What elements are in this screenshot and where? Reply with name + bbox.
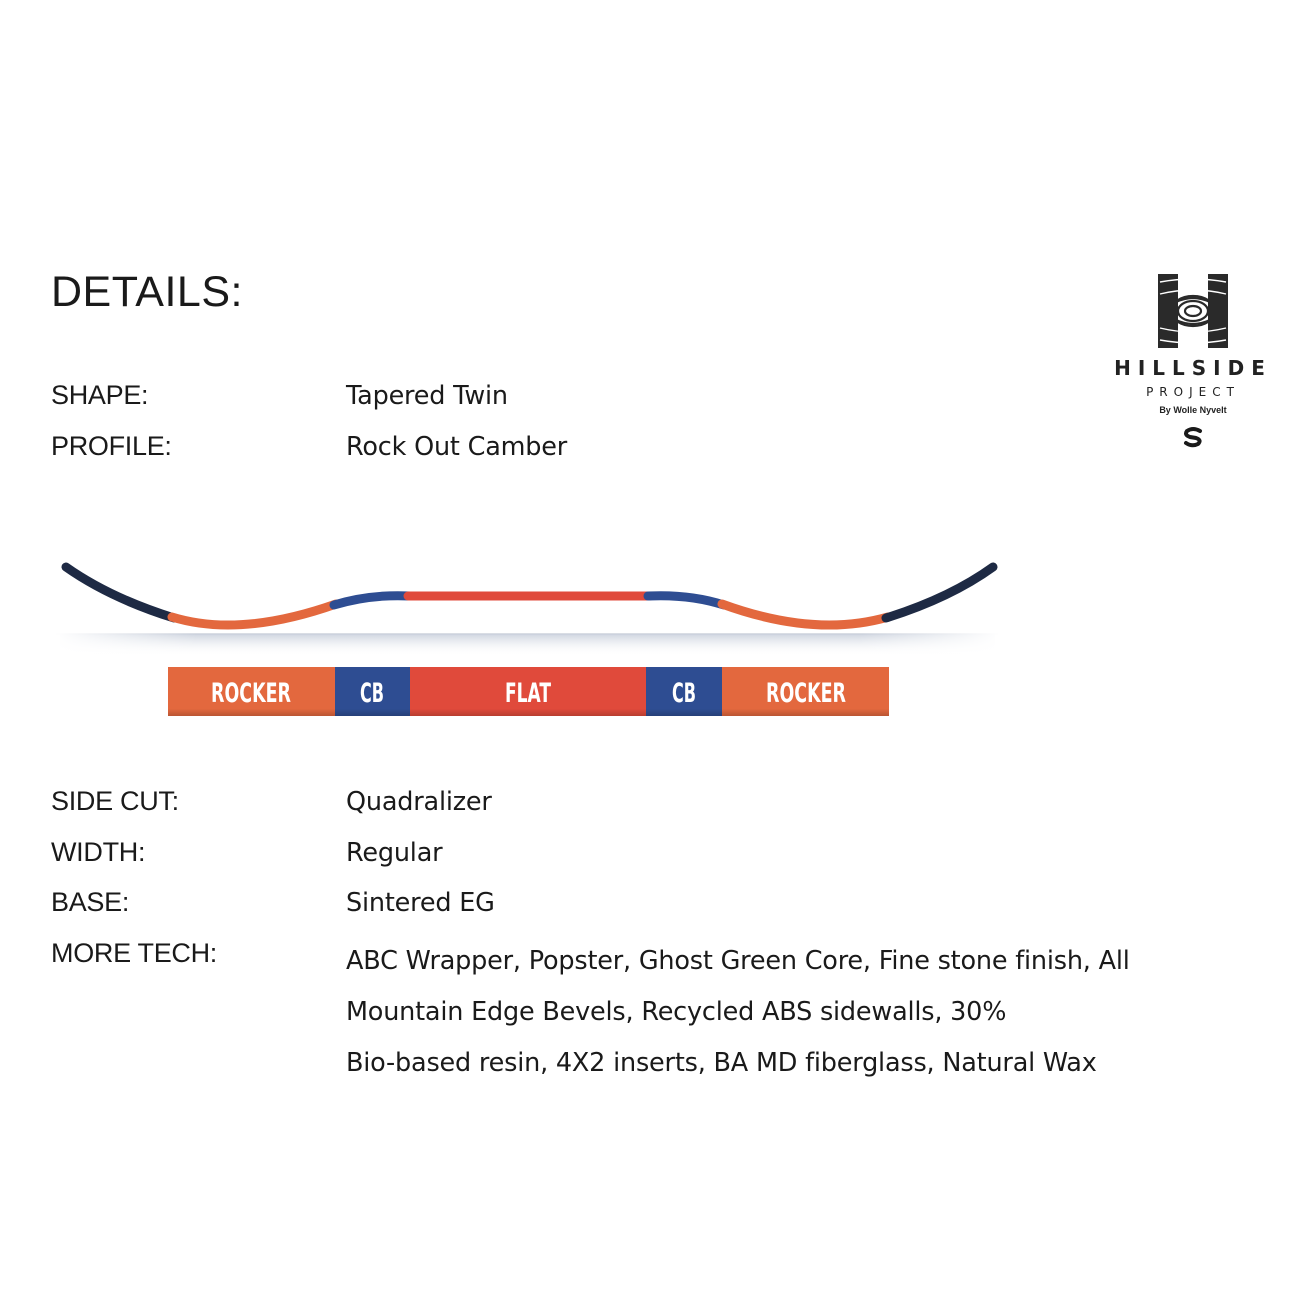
profile-tip-right xyxy=(886,567,993,618)
salomon-s-icon xyxy=(1182,426,1204,448)
base-value: Sintered EG xyxy=(346,888,495,918)
shape-value: Tapered Twin xyxy=(346,381,508,411)
profile-rocker-right xyxy=(722,604,888,625)
hillside-project-logo xyxy=(1106,270,1280,450)
base-label: BASE: xyxy=(51,887,130,917)
side-cut-label: SIDE CUT: xyxy=(51,786,179,816)
profile-cb-left xyxy=(334,596,410,605)
side-cut-value: Quadralizer xyxy=(346,787,492,817)
fingerprint-h-icon xyxy=(1156,272,1230,350)
more-tech-label: MORE TECH: xyxy=(51,938,218,968)
legend-label-rocker-right: ROCKER xyxy=(766,678,847,709)
more-tech-value xyxy=(346,936,1246,1089)
profile-rocker-left xyxy=(172,604,336,625)
board-profile xyxy=(66,567,993,625)
profile-cb-right xyxy=(648,596,724,605)
logo-name: HILLSIDE xyxy=(1114,356,1272,380)
more-tech-line: Bio-based resin, 4X2 inserts, BA MD fiberglass, Natural Wax xyxy=(346,1048,1097,1078)
width-label: WIDTH: xyxy=(51,837,146,867)
more-tech-line: ABC Wrapper, Popster, Ghost Green Core, Fine stone finish, All xyxy=(346,946,1130,976)
more-tech-line: Mountain Edge Bevels, Recycled ABS sidewalls, 30% xyxy=(346,997,1007,1027)
legend-label-cb-right: CB xyxy=(672,678,696,709)
profile-tip-left xyxy=(66,567,174,618)
profile-label: PROFILE: xyxy=(51,431,172,461)
logo-byline: By Wolle Nyvelt xyxy=(1159,405,1227,415)
shape-label: SHAPE: xyxy=(51,380,149,410)
camber-profile-diagram xyxy=(0,540,1040,730)
profile-legend-bar xyxy=(168,667,889,716)
width-value: Regular xyxy=(346,838,443,868)
profile-value: Rock Out Camber xyxy=(346,432,568,462)
logo-subtitle: PROJECT xyxy=(1146,385,1240,399)
details-heading: DETAILS: xyxy=(51,268,243,316)
legend-label-rocker-left: ROCKER xyxy=(211,678,292,709)
board-shadow xyxy=(55,630,1000,658)
legend-label-cb-left: CB xyxy=(360,678,384,709)
legend-label-flat: FLAT xyxy=(505,678,552,709)
